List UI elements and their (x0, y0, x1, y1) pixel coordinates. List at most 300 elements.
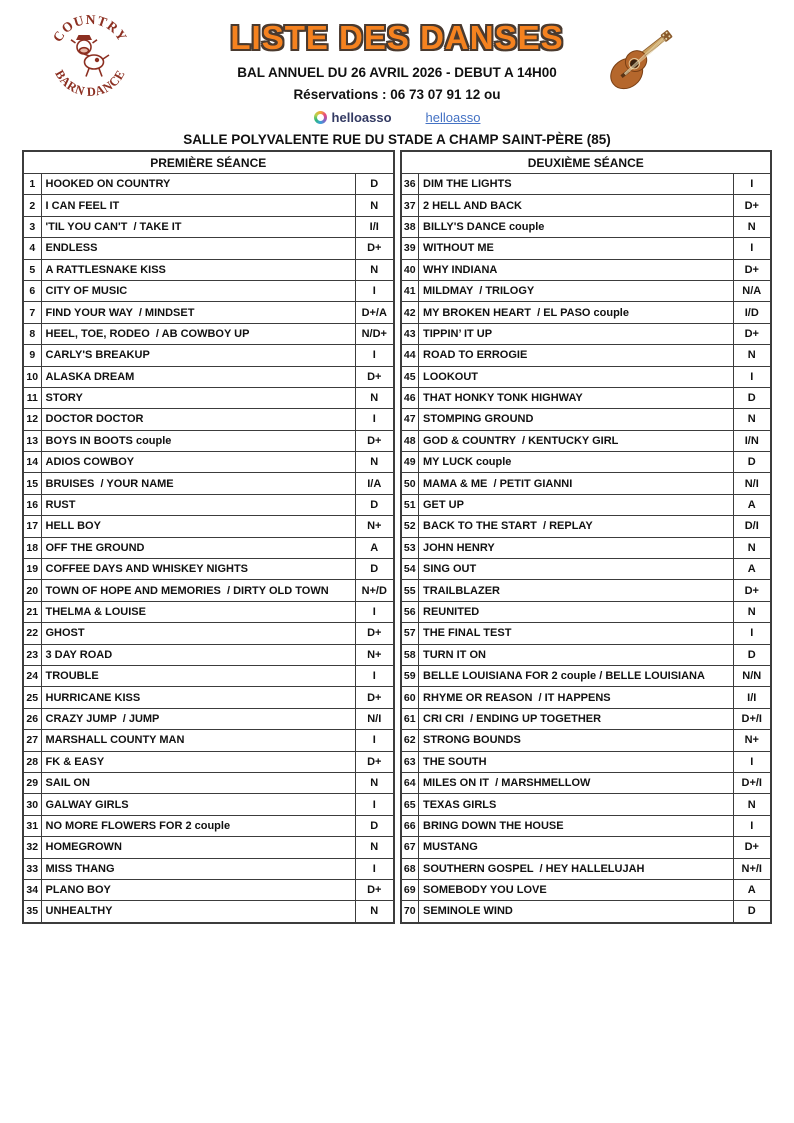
dance-number: 27 (23, 730, 41, 751)
dance-number: 22 (23, 623, 41, 644)
dance-number: 56 (401, 601, 419, 622)
dance-title: SEMINOLE WIND (419, 901, 734, 923)
dance-title: ROAD TO ERROGIE (419, 345, 734, 366)
dance-number: 61 (401, 708, 419, 729)
dance-row (401, 601, 772, 622)
dance-number: 24 (23, 665, 41, 686)
dance-row (23, 687, 394, 708)
dance-row (23, 858, 394, 879)
dance-number: 26 (23, 708, 41, 729)
dance-row (23, 665, 394, 686)
dance-level: I (356, 858, 394, 879)
dance-level: N (733, 345, 771, 366)
dance-row (23, 238, 394, 259)
dance-number: 65 (401, 794, 419, 815)
dance-level: I/I (356, 216, 394, 237)
dance-number: 28 (23, 751, 41, 772)
dance-number: 37 (401, 195, 419, 216)
dance-row (23, 772, 394, 793)
dance-number: 48 (401, 430, 419, 451)
dance-level: N/D+ (356, 323, 394, 344)
dance-number: 25 (23, 687, 41, 708)
dance-level: D+ (356, 238, 394, 259)
dance-row (401, 302, 772, 323)
dance-title: 'TIL YOU CAN'T / TAKE IT (41, 216, 356, 237)
dance-number: 51 (401, 494, 419, 515)
dance-level: D (356, 494, 394, 515)
dance-row (401, 366, 772, 387)
dance-row (401, 879, 772, 900)
dance-number: 41 (401, 280, 419, 301)
dance-row (23, 644, 394, 665)
dance-row (23, 323, 394, 344)
dance-number: 9 (23, 345, 41, 366)
dance-row (23, 174, 394, 195)
dance-number: 55 (401, 580, 419, 601)
dance-row (23, 195, 394, 216)
table-header-row (23, 151, 394, 174)
dance-title: OFF THE GROUND (41, 537, 356, 558)
dance-number: 2 (23, 195, 41, 216)
dance-row (23, 216, 394, 237)
dance-number: 58 (401, 644, 419, 665)
dance-title: CITY OF MUSIC (41, 280, 356, 301)
dance-title: I CAN FEEL IT (41, 195, 356, 216)
dance-title: SING OUT (419, 559, 734, 580)
dance-title: GET UP (419, 494, 734, 515)
dance-level: I (356, 280, 394, 301)
dance-level: I (356, 730, 394, 751)
dance-title: TRAILBLAZER (419, 580, 734, 601)
dance-row (23, 559, 394, 580)
dance-title: HOMEGROWN (41, 837, 356, 858)
dance-number: 50 (401, 473, 419, 494)
dance-title: MY LUCK couple (419, 452, 734, 473)
dance-level: N+ (733, 730, 771, 751)
dance-number: 62 (401, 730, 419, 751)
dance-level: I (356, 345, 394, 366)
dance-title: NO MORE FLOWERS FOR 2 couple (41, 815, 356, 836)
dance-number: 64 (401, 772, 419, 793)
dance-number: 20 (23, 580, 41, 601)
dance-row (401, 452, 772, 473)
dance-row (401, 216, 772, 237)
dance-title: GALWAY GIRLS (41, 794, 356, 815)
dance-title: WITHOUT ME (419, 238, 734, 259)
dance-number: 66 (401, 815, 419, 836)
dance-row (401, 494, 772, 515)
dance-level: D+ (356, 430, 394, 451)
dance-level: D+ (356, 687, 394, 708)
dance-level: D+ (733, 837, 771, 858)
dance-title: BILLY'S DANCE couple (419, 216, 734, 237)
dance-row (401, 259, 772, 280)
dance-row (401, 559, 772, 580)
dance-title: FK & EASY (41, 751, 356, 772)
dance-row (401, 837, 772, 858)
dance-row (401, 644, 772, 665)
dance-row (23, 794, 394, 815)
dance-row (23, 580, 394, 601)
dance-title: 2 HELL AND BACK (419, 195, 734, 216)
first-seance-table (22, 150, 395, 924)
dance-title: BACK TO THE START / REPLAY (419, 516, 734, 537)
dance-number: 70 (401, 901, 419, 923)
dance-title: CARLY'S BREAKUP (41, 345, 356, 366)
dance-level: I (733, 751, 771, 772)
dance-number: 52 (401, 516, 419, 537)
dance-title: PLANO BOY (41, 879, 356, 900)
dance-number: 68 (401, 858, 419, 879)
dance-number: 32 (23, 837, 41, 858)
dance-row (401, 537, 772, 558)
dance-number: 13 (23, 430, 41, 451)
dance-row (401, 238, 772, 259)
dance-number: 17 (23, 516, 41, 537)
dance-tables (22, 150, 772, 924)
dance-level: N+/I (733, 858, 771, 879)
dance-number: 14 (23, 452, 41, 473)
dance-row (401, 687, 772, 708)
dance-level: A (733, 494, 771, 515)
dance-level: N (356, 837, 394, 858)
dance-title: WHY INDIANA (419, 259, 734, 280)
dance-title: RUST (41, 494, 356, 515)
dance-row (23, 387, 394, 408)
dance-title: TROUBLE (41, 665, 356, 686)
dance-number: 30 (23, 794, 41, 815)
dance-level: I (356, 409, 394, 430)
dance-level: N+ (356, 516, 394, 537)
dance-title: MILDMAY / TRILOGY (419, 280, 734, 301)
dance-title: THE SOUTH (419, 751, 734, 772)
dance-number: 12 (23, 409, 41, 430)
dance-title: TEXAS GIRLS (419, 794, 734, 815)
dance-level: I/D (733, 302, 771, 323)
dance-number: 23 (23, 644, 41, 665)
helloasso-brand (314, 110, 392, 125)
dance-row (401, 409, 772, 430)
dance-number: 42 (401, 302, 419, 323)
dance-row (23, 623, 394, 644)
dance-title: ALASKA DREAM (41, 366, 356, 387)
dance-level: A (733, 879, 771, 900)
dance-number: 38 (401, 216, 419, 237)
dance-row (23, 730, 394, 751)
dance-title: COFFEE DAYS AND WHISKEY NIGHTS (41, 559, 356, 580)
dance-number: 53 (401, 537, 419, 558)
dance-title: HELL BOY (41, 516, 356, 537)
premiere-seance (22, 150, 395, 924)
dance-number: 5 (23, 259, 41, 280)
dance-level: N+ (356, 644, 394, 665)
dance-row (23, 601, 394, 622)
dance-title: TURN IT ON (419, 644, 734, 665)
dance-title: TIPPIN’ IT UP (419, 323, 734, 344)
dance-level: N (733, 794, 771, 815)
dance-level: D+ (733, 195, 771, 216)
dance-row (401, 772, 772, 793)
dance-row (23, 537, 394, 558)
dance-title: JOHN HENRY (419, 537, 734, 558)
dance-level: I (356, 794, 394, 815)
dance-level: D+ (733, 323, 771, 344)
dance-title: MISS THANG (41, 858, 356, 879)
dance-level: N (356, 195, 394, 216)
dance-title: MARSHALL COUNTY MAN (41, 730, 356, 751)
reservation-line: Réservations : 06 73 07 91 12 ou (293, 87, 501, 102)
dance-number: 11 (23, 387, 41, 408)
dance-title: REUNITED (419, 601, 734, 622)
dance-number: 8 (23, 323, 41, 344)
dance-row (401, 516, 772, 537)
dance-number: 33 (23, 858, 41, 879)
dance-number: 19 (23, 559, 41, 580)
dance-number: 18 (23, 537, 41, 558)
dance-title: HURRICANE KISS (41, 687, 356, 708)
dance-number: 29 (23, 772, 41, 793)
dance-title: THE FINAL TEST (419, 623, 734, 644)
dance-level: D+ (733, 259, 771, 280)
dance-number: 47 (401, 409, 419, 430)
dance-number: 36 (401, 174, 419, 195)
dance-title: MAMA & ME / PETIT GIANNI (419, 473, 734, 494)
dance-row (401, 751, 772, 772)
dance-title: CRAZY JUMP / JUMP (41, 708, 356, 729)
dance-number: 34 (23, 879, 41, 900)
dance-number: 63 (401, 751, 419, 772)
dance-row (23, 430, 394, 451)
dance-row (401, 195, 772, 216)
helloasso-brand-label: helloasso (331, 109, 392, 125)
header-text-block (0, 20, 794, 147)
dance-number: 67 (401, 837, 419, 858)
dance-level: D (356, 559, 394, 580)
dance-row (23, 708, 394, 729)
dance-level: I/A (356, 473, 394, 494)
dance-title: STOMPING GROUND (419, 409, 734, 430)
helloasso-line (0, 107, 794, 127)
dance-row (401, 345, 772, 366)
dance-row (23, 815, 394, 836)
svg-text:COUNTRY: COUNTRY (49, 11, 131, 45)
dance-level: D+ (356, 366, 394, 387)
dance-title: BELLE LOUISIANA FOR 2 couple / BELLE LOUISIANA (419, 665, 734, 686)
dance-level: A (356, 537, 394, 558)
deuxieme-seance (400, 150, 773, 924)
dance-number: 57 (401, 623, 419, 644)
dance-row (23, 879, 394, 900)
dance-row (401, 858, 772, 879)
dance-number: 39 (401, 238, 419, 259)
dance-number: 7 (23, 302, 41, 323)
dance-row (401, 730, 772, 751)
dance-title: 3 DAY ROAD (41, 644, 356, 665)
dance-title: MY BROKEN HEART / EL PASO couple (419, 302, 734, 323)
helloasso-link[interactable]: helloasso (425, 109, 481, 125)
dance-level: N (356, 259, 394, 280)
dance-level: I/I (733, 687, 771, 708)
dance-level: N+/D (356, 580, 394, 601)
dance-level: N (733, 216, 771, 237)
dance-row (401, 623, 772, 644)
dance-title: DIM THE LIGHTS (419, 174, 734, 195)
dance-level: N (356, 387, 394, 408)
svg-text:BARN DANCE: BARN DANCE (52, 67, 128, 100)
dance-title: TOWN OF HOPE AND MEMORIES / DIRTY OLD TOWN (41, 580, 356, 601)
dance-level: N (733, 601, 771, 622)
dance-title: SOMEBODY YOU LOVE (419, 879, 734, 900)
dance-title: ENDLESS (41, 238, 356, 259)
dance-title: BRING DOWN THE HOUSE (419, 815, 734, 836)
dance-level: N (733, 409, 771, 430)
dance-row (401, 174, 772, 195)
seance-title: PREMIÈRE SÉANCE (23, 151, 394, 174)
dance-number: 4 (23, 238, 41, 259)
dance-title: BOYS IN BOOTS couple (41, 430, 356, 451)
dance-title: STORY (41, 387, 356, 408)
dance-row (23, 452, 394, 473)
dance-number: 46 (401, 387, 419, 408)
dance-level: A (733, 559, 771, 580)
dance-number: 6 (23, 280, 41, 301)
dance-row (401, 473, 772, 494)
dance-row (23, 366, 394, 387)
dance-number: 1 (23, 174, 41, 195)
dance-row (23, 837, 394, 858)
dance-level: D (733, 387, 771, 408)
dance-level: D/I (733, 516, 771, 537)
dance-number: 35 (23, 901, 41, 923)
dance-title: UNHEALTHY (41, 901, 356, 923)
dance-title: ADIOS COWBOY (41, 452, 356, 473)
dance-title: DOCTOR DOCTOR (41, 409, 356, 430)
seance-title: DEUXIÈME SÉANCE (401, 151, 772, 174)
dance-number: 54 (401, 559, 419, 580)
dance-title: SAIL ON (41, 772, 356, 793)
dance-level: D (356, 815, 394, 836)
dance-row (401, 430, 772, 451)
dance-level: I (356, 601, 394, 622)
dance-row (401, 280, 772, 301)
dance-number: 45 (401, 366, 419, 387)
dance-level: N (356, 772, 394, 793)
dance-level: I/N (733, 430, 771, 451)
dance-title: THAT HONKY TONK HIGHWAY (419, 387, 734, 408)
dance-row (23, 259, 394, 280)
dance-level: N/A (733, 280, 771, 301)
dance-level: N (356, 901, 394, 923)
dance-row (23, 473, 394, 494)
dance-title: CRI CRI / ENDING UP TOGETHER (419, 708, 734, 729)
dance-row (23, 494, 394, 515)
dance-row (401, 665, 772, 686)
dance-number: 15 (23, 473, 41, 494)
dance-level: I (733, 815, 771, 836)
dance-row (23, 751, 394, 772)
dance-level: I (733, 366, 771, 387)
dance-level: I (733, 174, 771, 195)
dance-level: N/I (356, 708, 394, 729)
dance-row (401, 708, 772, 729)
second-seance-table (400, 150, 773, 924)
dance-level: N/I (733, 473, 771, 494)
dance-title: MILES ON IT / MARSHMELLOW (419, 772, 734, 793)
dance-level: N (733, 537, 771, 558)
dance-number: 44 (401, 345, 419, 366)
dance-number: 43 (401, 323, 419, 344)
dance-level: D (733, 901, 771, 923)
dance-title: FIND YOUR WAY / MINDSET (41, 302, 356, 323)
dance-title: THELMA & LOUISE (41, 601, 356, 622)
event-date-line: BAL ANNUEL DU 26 AVRIL 2026 - DEBUT A 14H00 (237, 65, 557, 80)
dance-row (401, 815, 772, 836)
dance-number: 3 (23, 216, 41, 237)
dance-title: STRONG BOUNDS (419, 730, 734, 751)
dance-number: 49 (401, 452, 419, 473)
dance-level: D+/I (733, 708, 771, 729)
dance-number: 16 (23, 494, 41, 515)
dance-level: D+ (356, 751, 394, 772)
dance-level: D+/I (733, 772, 771, 793)
dance-title: MUSTANG (419, 837, 734, 858)
dance-title: BRUISES / YOUR NAME (41, 473, 356, 494)
dance-row (401, 387, 772, 408)
helloasso-ring-icon (314, 111, 327, 124)
dance-number: 31 (23, 815, 41, 836)
venue-line: SALLE POLYVALENTE RUE DU STADE A CHAMP SAINT-PÈRE (85) (183, 132, 611, 147)
page-title: LISTE DES DANSES (230, 19, 564, 56)
dance-row (23, 901, 394, 923)
dance-level: I (733, 623, 771, 644)
page-header (0, 0, 794, 150)
dance-title: GHOST (41, 623, 356, 644)
dance-number: 10 (23, 366, 41, 387)
dance-row (23, 409, 394, 430)
dance-level: D+ (356, 879, 394, 900)
dance-number: 59 (401, 665, 419, 686)
dance-number: 21 (23, 601, 41, 622)
dance-title: RHYME OR REASON / IT HAPPENS (419, 687, 734, 708)
dance-number: 69 (401, 879, 419, 900)
dance-title: HOOKED ON COUNTRY (41, 174, 356, 195)
dance-title: HEEL, TOE, RODEO / AB COWBOY UP (41, 323, 356, 344)
dance-level: D (733, 644, 771, 665)
dance-row (401, 794, 772, 815)
dance-row (401, 580, 772, 601)
dance-title: SOUTHERN GOSPEL / HEY HALLELUJAH (419, 858, 734, 879)
dance-title: GOD & COUNTRY / KENTUCKY GIRL (419, 430, 734, 451)
dance-row (23, 302, 394, 323)
dance-level: I (733, 238, 771, 259)
dance-level: D+ (733, 580, 771, 601)
dance-number: 60 (401, 687, 419, 708)
table-header-row (401, 151, 772, 174)
dance-row (401, 323, 772, 344)
dance-level: D+/A (356, 302, 394, 323)
dance-level: D (356, 174, 394, 195)
dance-row (23, 280, 394, 301)
dance-title: A RATTLESNAKE KISS (41, 259, 356, 280)
dance-number: 40 (401, 259, 419, 280)
dance-level: D (733, 452, 771, 473)
dance-level: D+ (356, 623, 394, 644)
dance-row (23, 516, 394, 537)
dance-level: N/N (733, 665, 771, 686)
dance-title: LOOKOUT (419, 366, 734, 387)
dance-level: I (356, 665, 394, 686)
dance-row (23, 345, 394, 366)
